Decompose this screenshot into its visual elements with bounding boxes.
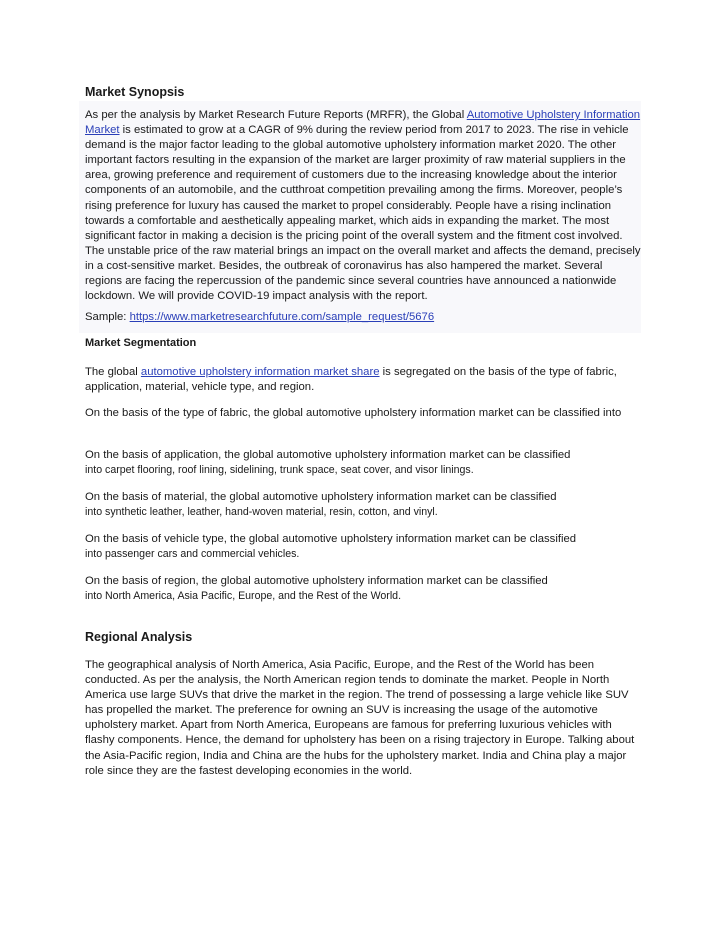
market-share-link[interactable]: automotive upholstery information market share xyxy=(140,366,380,378)
sample-label: Sample: xyxy=(85,311,130,323)
synopsis-intro: As per the analysis by Market Research Future Reports (MRFR), the Global xyxy=(85,109,467,121)
segmentation-intro-start: The global xyxy=(85,366,141,378)
application-paragraph xyxy=(85,448,641,478)
material-list: into synthetic leather, leather, hand-woven material, resin, cotton, and vinyl. xyxy=(85,506,438,519)
region-paragraph xyxy=(85,574,641,604)
region-list: into North America, Asia Pacific, Europe, and the Rest of the World. xyxy=(85,590,402,603)
vehicle-type-paragraph xyxy=(85,532,641,562)
synopsis-paragraph xyxy=(85,108,641,304)
segmentation-intro xyxy=(85,365,641,395)
vehicle-lead: On the basis of vehicle type, the global automotive upholstery information market can be classified xyxy=(85,533,577,545)
automotive-upholstery-link[interactable]: Automotive Upholstery Information Market xyxy=(85,109,641,137)
material-lead: On the basis of material, the global automotive upholstery information market can be classified xyxy=(85,491,557,503)
region-lead: On the basis of region, the global automotive upholstery information market can be classified xyxy=(85,575,548,587)
segmentation-intro-rest: is segregated on the basis of the type of fabric, application, material, vehicle type, and region. xyxy=(85,366,617,394)
sample-line xyxy=(85,310,641,325)
regional-analysis-heading: Regional Analysis xyxy=(85,630,193,644)
vehicle-list: into passenger cars and commercial vehicles. xyxy=(85,548,300,561)
application-list: into carpet flooring, roof lining, sidelining, trunk space, seat cover, and visor linings. xyxy=(85,464,474,477)
regional-paragraph: The geographical analysis of North America, Asia Pacific, Europe, and the Rest of the World has been conducted. As per the analysis, the North American region tends to dominate the market. People in North America use large SUVs that drive the market in the region. The trend of possessing a large vehicle like SUV has propelled the market. The preference for owning an SUV is increasing the usage of the automotive upholstery market. Apart from North America, Europeans are famous for preferring luxurious vehicles with flashy components. Hence, the demand for upholstery has been on a rising trajectory in Europe. Talking about the Asia-Pacific region, India and China are the hubs for the upholstery market. India and China play a major role since they are the fastest developing economies in the world. xyxy=(85,659,635,777)
synopsis-body: is estimated to grow at a CAGR of 9% during the review period from 2017 to 2023. The rise in vehicle demand is the major factor leading to the global automotive upholstery information market 2020. The other important factors resulting in the expansion of the market are larger proximity of raw material suppliers in the area, growing preference and requirement of customers due to the increasing knowledge about the interior components of an automobile, and the cutthroat competition prevailing among the firms. Moreover, people’s rising preference for luxury has caused the market to propel considerably. People have a rising inclination towards a comfortable and aesthetically appealing market, which aids in expanding the market. The most significant factor in making a decision is the pricing point of the overall system and the fitment cost involved. The unstable price of the raw material brings an impact on the overall market and affects the demand, precisely in a cost-sensitive market. Besides, the outbreak of coronavirus has also hampered the market. Several regions are facing the repercussion of the pandemic since several countries have announced a nationwide lockdown. We will provide COVID-19 impact analysis with the report. xyxy=(85,124,641,303)
fabric-paragraph: On the basis of the type of fabric, the global automotive upholstery information market can be classified into xyxy=(85,407,622,419)
market-segmentation-heading: Market Segmentation xyxy=(85,337,197,349)
material-paragraph xyxy=(85,490,641,520)
application-lead: On the basis of application, the global automotive upholstery information market can be classified xyxy=(85,449,571,461)
sample-request-link[interactable]: https://www.marketresearchfuture.com/sample_request/5676 xyxy=(129,311,435,323)
market-synopsis-heading: Market Synopsis xyxy=(85,85,185,99)
